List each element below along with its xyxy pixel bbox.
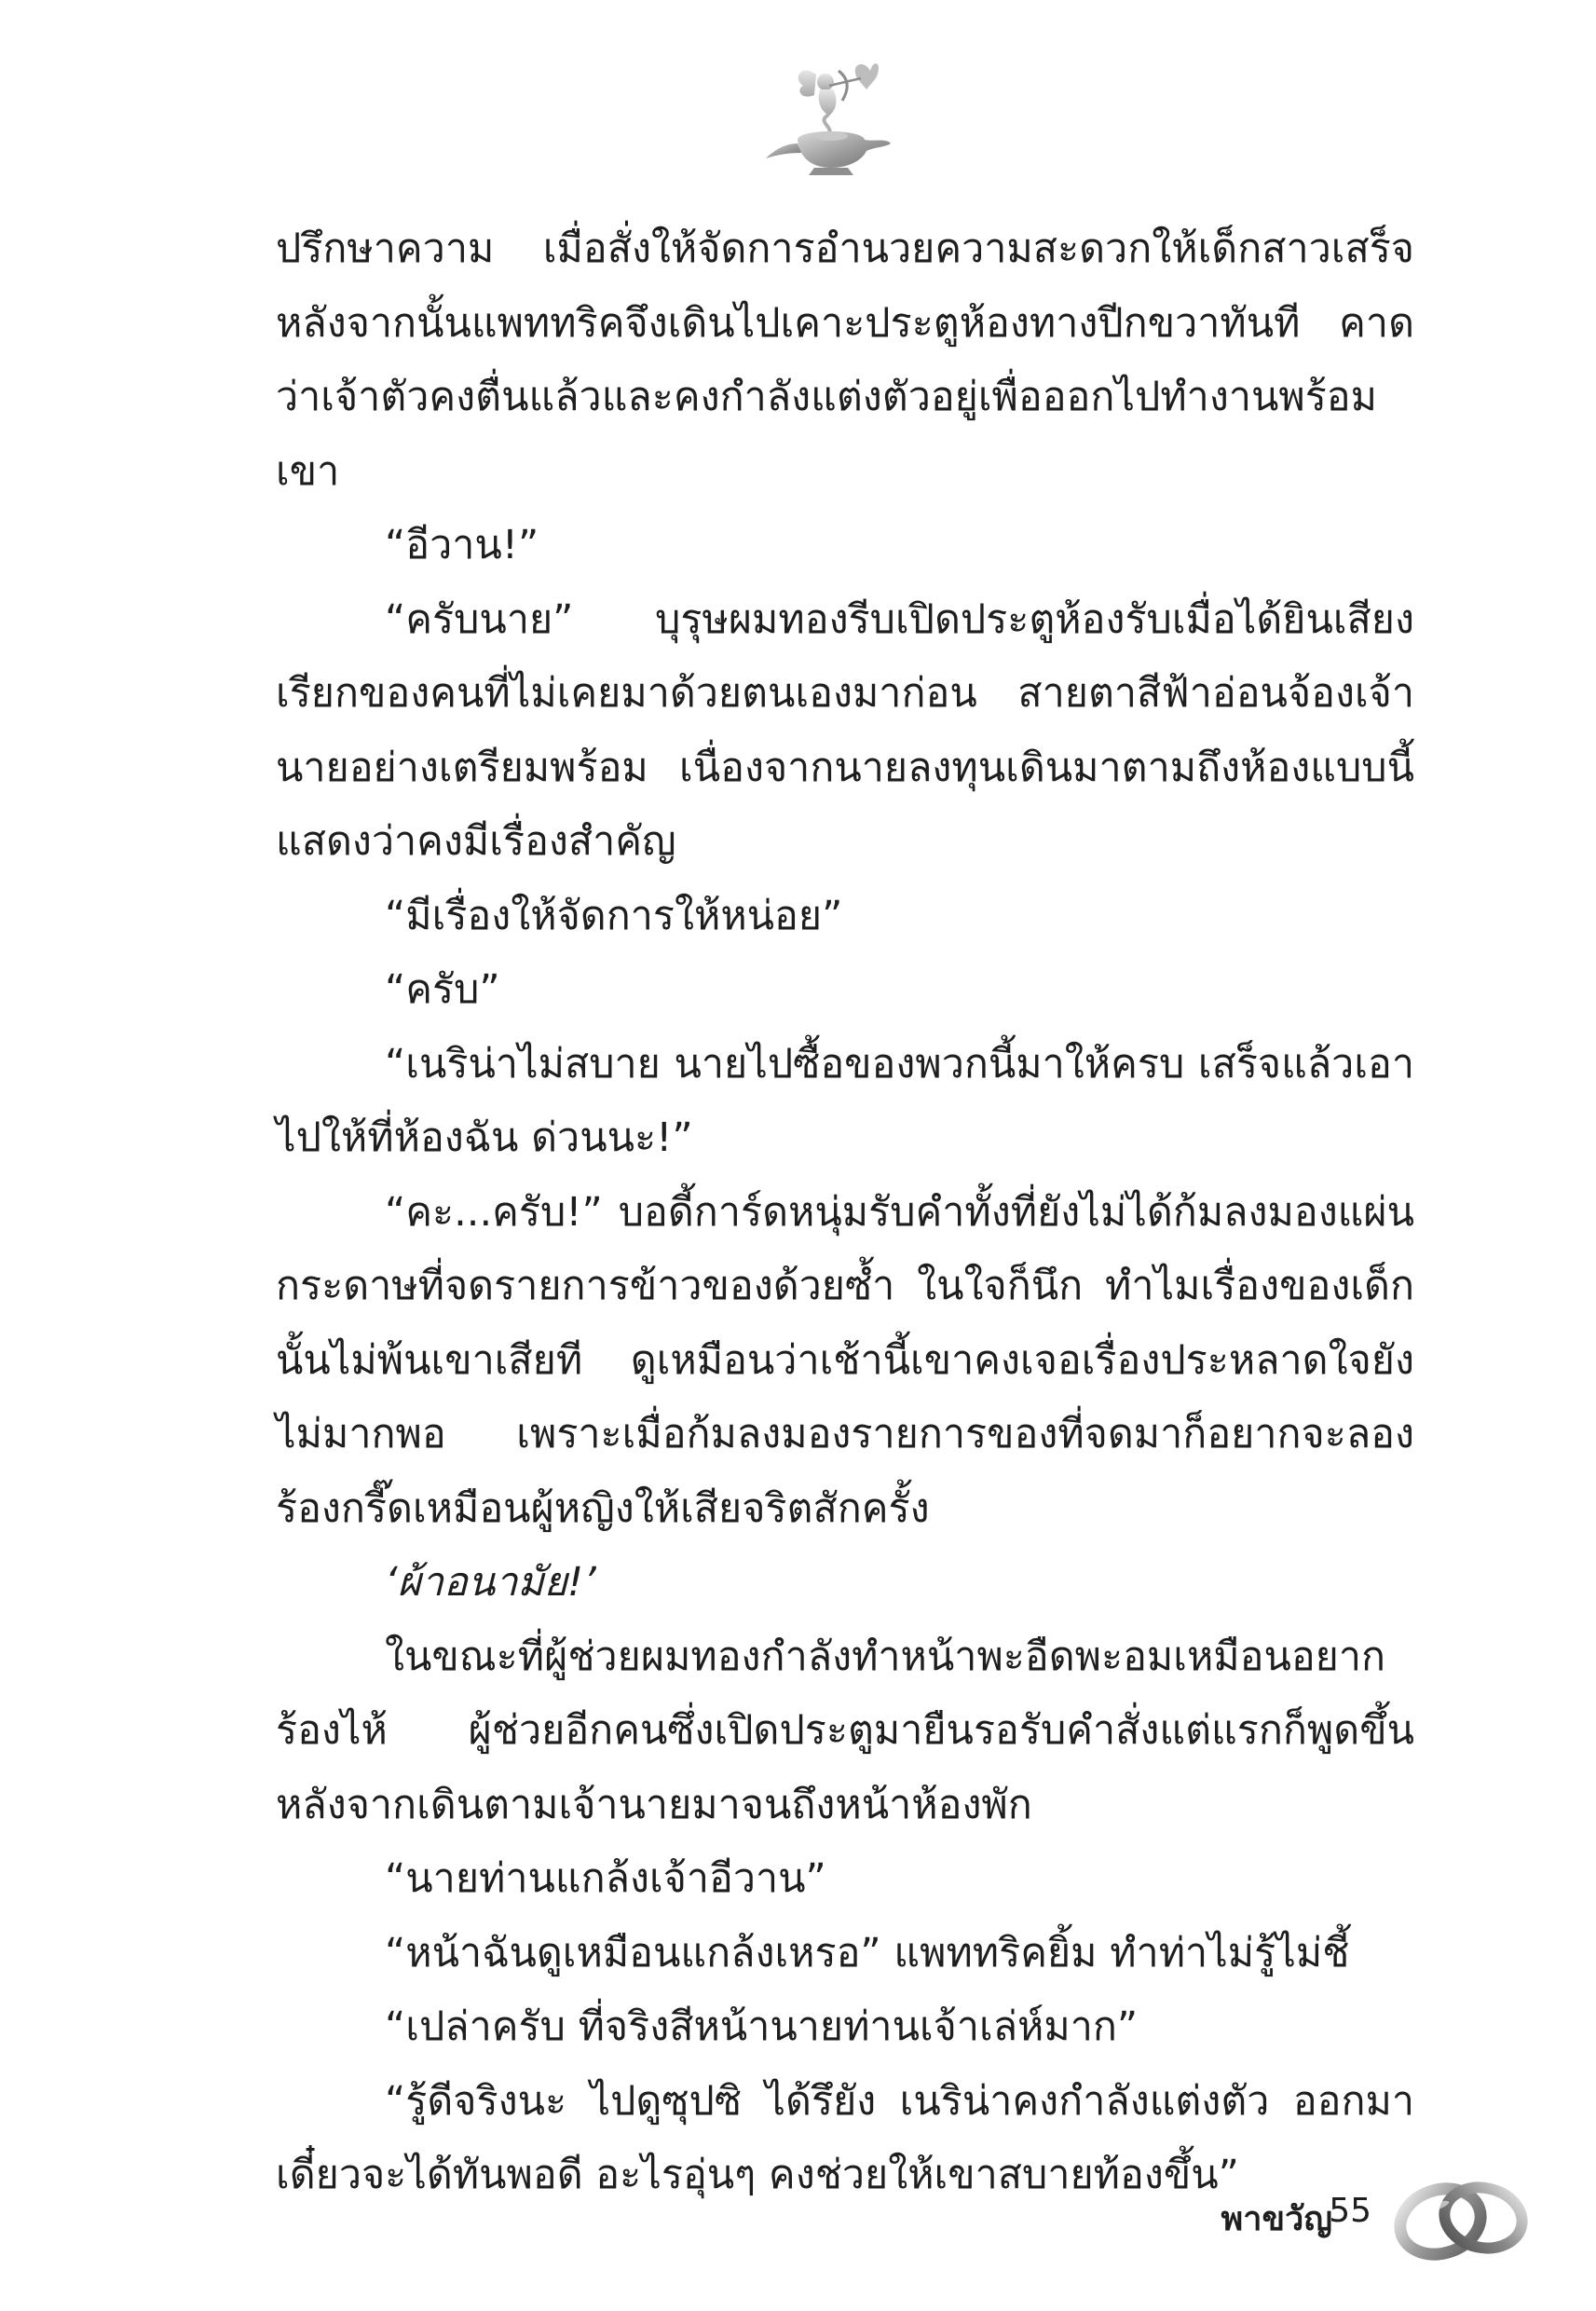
paragraph-dialogue: “นายท่านแกล้งเจ้าอีวาน”	[385, 1855, 826, 1902]
page-footer	[1099, 2181, 1537, 2264]
book-title: พาขวัญ	[1221, 2200, 1332, 2238]
paragraph-dialogue: “มีเรื่องให้จัดการให้หน่อย”	[385, 892, 843, 939]
paragraph-dialogue: “ครับ”	[385, 966, 500, 1013]
page-number: 55	[1329, 2192, 1371, 2230]
paragraph-dialogue: “อีวาน!”	[385, 522, 539, 568]
paragraph-dialogue: “เนริน่าไม่สบาย นายไปซื้อของพวกนี้มาให้ครบ เสร็จแล้วเอาไปให้ที่ห้องฉัน ด่วนนะ!”	[276, 1040, 1414, 1161]
paragraph-thought: ‘ผ้าอนามัย!’	[385, 1559, 596, 1606]
chapter-text	[276, 212, 1414, 2213]
paragraph-dialogue: “เปล่าครับ ที่จริงสีหน้านายท่านเจ้าเล่ห์มาก”	[385, 2003, 1139, 2050]
paragraph-dialogue: “รู้ดีจริงนะ ไปดูซุปซิ ได้รึยัง เนริน่าคงกำลังแต่งตัว ออกมาเดี๋ยวจะได้ทันพอดี อะไรอุ่นๆ คงช่วยให้เขาสบายท้องขึ้น”	[276, 2077, 1414, 2198]
paragraph-dialogue: “หน้าฉันดูเหมือนแกล้งเหรอ” แพททริคยิ้ม ทำท่าไม่รู้ไม่ชี้	[385, 1929, 1350, 1976]
paragraph: “ครับนาย” บุรุษผมทองรีบเปิดประตูห้องรับเมื่อได้ยินเสียงเรียกของคนที่ไม่เคยมาด้วยตนเองมาก่อน สายตาสีฟ้าอ่อนจ้องเจ้านายอย่างเตรียมพร้อม เนื่องจากนายลงทุนเดินมาตามถึงห้องแบบนี้แสดงว่าคงมีเรื่องสำคัญ	[276, 595, 1414, 865]
genie-lamp-with-cupid-icon	[760, 54, 900, 185]
paragraph: “คะ...ครับ!” บอดี้การ์ดหนุ่มรับคำทั้งที่ยังไม่ได้ก้มลงมองแผ่นกระดาษที่จดรายการข้าวของด้วยซ้ำ ในใจก็นึก ทำไมเรื่องของเด็กนั้นไม่พ้นเขาเสียที ดูเหมือนว่าเช้านี้เขาคงเจอเรื่องประหลาดใจยังไม่มากพอ เพราะเมื่อก้มลงมองรายการของที่จดมาก็อยากจะลองร้องกรี๊ดเหมือนผู้หญิงให้เสียจริตสักครั้ง	[276, 1188, 1414, 1532]
wedding-rings-icon	[1388, 2166, 1537, 2268]
paragraph: ปรึกษาความ เมื่อสั่งให้จัดการอำนวยความสะดวกให้เด็กสาวเสร็จ หลังจากนั้นแพททริคจึงเดินไปเคาะประตูห้องทางปีกขวาทันที คาดว่าเจ้าตัวคงตื่นแล้วและคงกำลังแต่งตัวอยู่เพื่อออกไปทำงานพร้อมเขา	[276, 226, 1414, 495]
paragraph: ในขณะที่ผู้ช่วยผมทองกำลังทำหน้าพะอืดพะอมเหมือนอยากร้องไห้ ผู้ช่วยอีกคนซึ่งเปิดประตูมายืนรอรับคำสั่งแต่แรกก็พูดขึ้นหลังจากเดินตามเจ้านายมาจนถึงหน้าห้องพัก	[276, 1633, 1414, 1828]
